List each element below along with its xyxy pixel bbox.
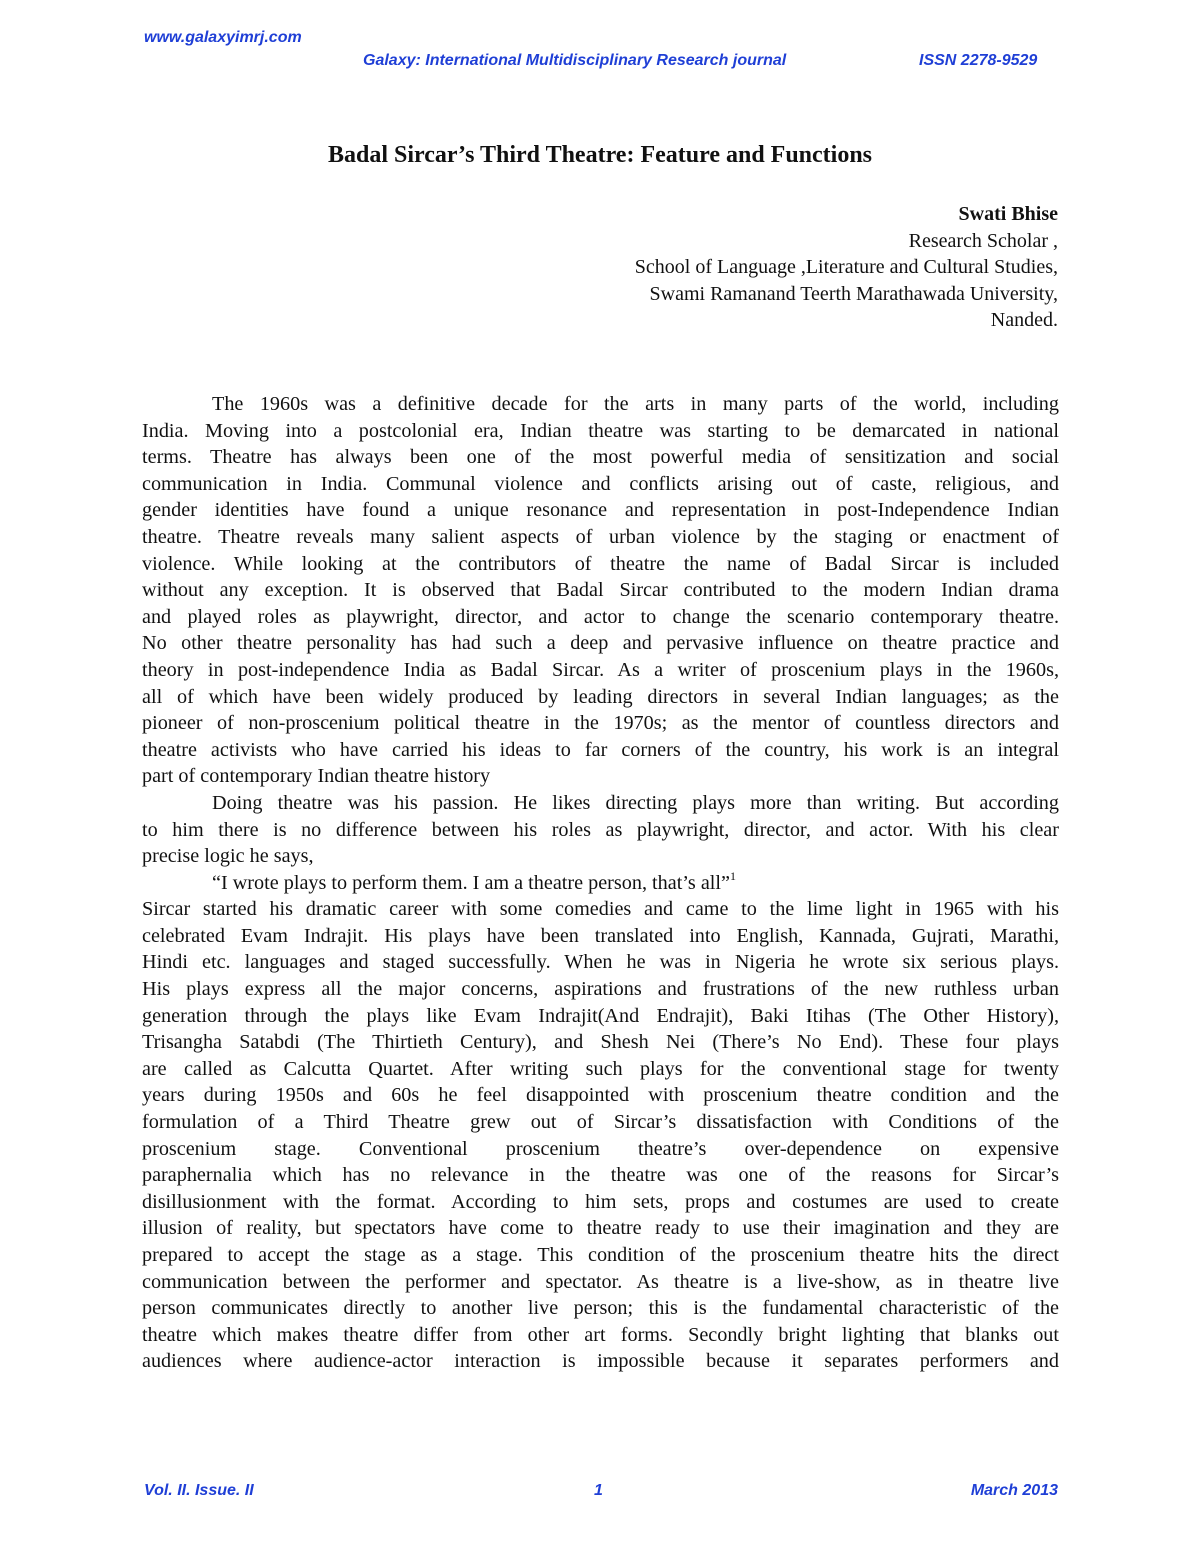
text-line: theatre activists who have carried his ideas to far corners of the country, his work is an integral (142, 738, 1059, 761)
text-line: His plays express all the major concerns, aspirations and frustrations of the new ruthless urban (142, 978, 1059, 1001)
footer-page-number: 1 (594, 1482, 603, 1499)
text-line: years during 1950s and 60s he feel disappointed with proscenium theatre condition and the (142, 1084, 1059, 1107)
text-line: theory in post-independence India as Badal Sircar. As a writer of proscenium plays in the 1960s, (142, 658, 1059, 681)
text-line: Doing theatre was his passion. He likes directing plays more than writing. But according (212, 791, 1059, 814)
text-line: paraphernalia which has no relevance in the theatre was one of the reasons for Sircar’s (142, 1164, 1059, 1187)
author-affiliation-line: Swami Ramanand Teerth Marathawada University, (649, 282, 1058, 305)
author-block (635, 201, 1058, 334)
text-line: audiences where audience-actor interaction is impossible because it separates performers and (142, 1350, 1059, 1373)
text-line: and played roles as playwright, director, and actor to change the scenario contemporary theatre. (142, 605, 1059, 628)
text-line: Trisangha Satabdi (The Thirtieth Century), and Shesh Nei (There’s No End). These four plays (142, 1031, 1059, 1054)
text-line: formulation of a Third Theatre grew out of Sircar’s dissatisfaction with Conditions of the (142, 1111, 1059, 1134)
text-line: theatre which makes theatre differ from other art forms. Secondly bright lighting that blanks out (142, 1323, 1059, 1346)
text-line: Hindi etc. languages and staged successfully. When he was in Nigeria he wrote six serious plays. (142, 951, 1059, 974)
text-line: The 1960s was a definitive decade for the arts in many parts of the world, including (212, 393, 1059, 415)
paper-title: Badal Sircar’s Third Theatre: Feature and Functions (327, 142, 873, 168)
text-line: Sircar started his dramatic career with some comedies and came to the lime light in 1965 with his (142, 898, 1059, 921)
footer-date: March 2013 (970, 1482, 1058, 1499)
author-affiliation-line: Nanded. (990, 309, 1058, 332)
text-line: proscenium stage. Conventional proscenium theatre’s over-dependence on expensive (142, 1137, 1059, 1160)
footnote-marker: 1 (729, 868, 736, 883)
text-line: India. Moving into a postcolonial era, Indian theatre was starting to be demarcated in national (142, 419, 1059, 442)
author-affiliation-line: School of Language ,Literature and Cultural Studies, (634, 256, 1058, 279)
text-line: disillusionment with the format. According to him sets, props and costumes are used to create (142, 1190, 1059, 1213)
journal-website-url: www.galaxyimrj.com (144, 29, 302, 46)
journal-issn: ISSN 2278-9529 (919, 52, 1038, 69)
text-line: precise logic he says, (142, 845, 314, 868)
footer-volume-issue: Vol. II. Issue. II (144, 1482, 254, 1499)
author-name: Swati Bhise (958, 203, 1058, 225)
quote-line (142, 870, 1059, 897)
text-line: gender identities have found a unique resonance and representation in post-Independence Indian (142, 499, 1059, 522)
text-line: to him there is no difference between his roles as playwright, director, and actor. With his clear (142, 818, 1059, 841)
text-line: celebrated Evam Indrajit. His plays have been translated into English, Kannada, Gujrati, Marathi, (142, 924, 1059, 947)
text-line: theatre. Theatre reveals many salient aspects of urban violence by the staging or enactment of (142, 525, 1059, 548)
text-line: are called as Calcutta Quartet. After writing such plays for the conventional stage for twenty (142, 1057, 1059, 1080)
text-line: without any exception. It is observed that Badal Sircar contributed to the modern Indian drama (142, 579, 1059, 602)
body-text (142, 391, 1059, 1375)
text-line: illusion of reality, but spectators have come to theatre ready to use their imagination and they are (142, 1217, 1059, 1240)
quote-text: “I wrote plays to perform them. I am a theatre person, that’s all” (212, 871, 730, 894)
text-line: terms. Theatre has always been one of the most powerful media of sensitization and social (142, 446, 1059, 469)
text-line: part of contemporary Indian theatre history (142, 765, 491, 788)
text-line: all of which have been widely produced by leading directors in several Indian languages; as the (142, 685, 1059, 708)
text-line: pioneer of non-proscenium political theatre in the 1970s; as the mentor of countless directors and (142, 712, 1059, 735)
text-line: violence. While looking at the contributors of theatre the name of Badal Sircar is included (142, 552, 1059, 575)
text-line: No other theatre personality has had such a deep and pervasive influence on theatre practice and (142, 632, 1059, 655)
author-affiliation-line: Research Scholar , (908, 229, 1058, 252)
text-line: communication in India. Communal violence and conflicts arising out of caste, religious, and (142, 472, 1059, 495)
text-line: person communicates directly to another live person; this is the fundamental characteristic of the (142, 1297, 1059, 1320)
text-line: communication between the performer and spectator. As theatre is a live-show, as in theatre live (142, 1270, 1059, 1293)
text-line: prepared to accept the stage as a stage. This condition of the proscenium theatre hits the direct (142, 1244, 1059, 1266)
text-line: generation through the plays like Evam Indrajit(And Endrajit), Baki Itihas (The Other History), (142, 1004, 1059, 1027)
journal-name: Galaxy: International Multidisciplinary Research journal (363, 52, 787, 69)
